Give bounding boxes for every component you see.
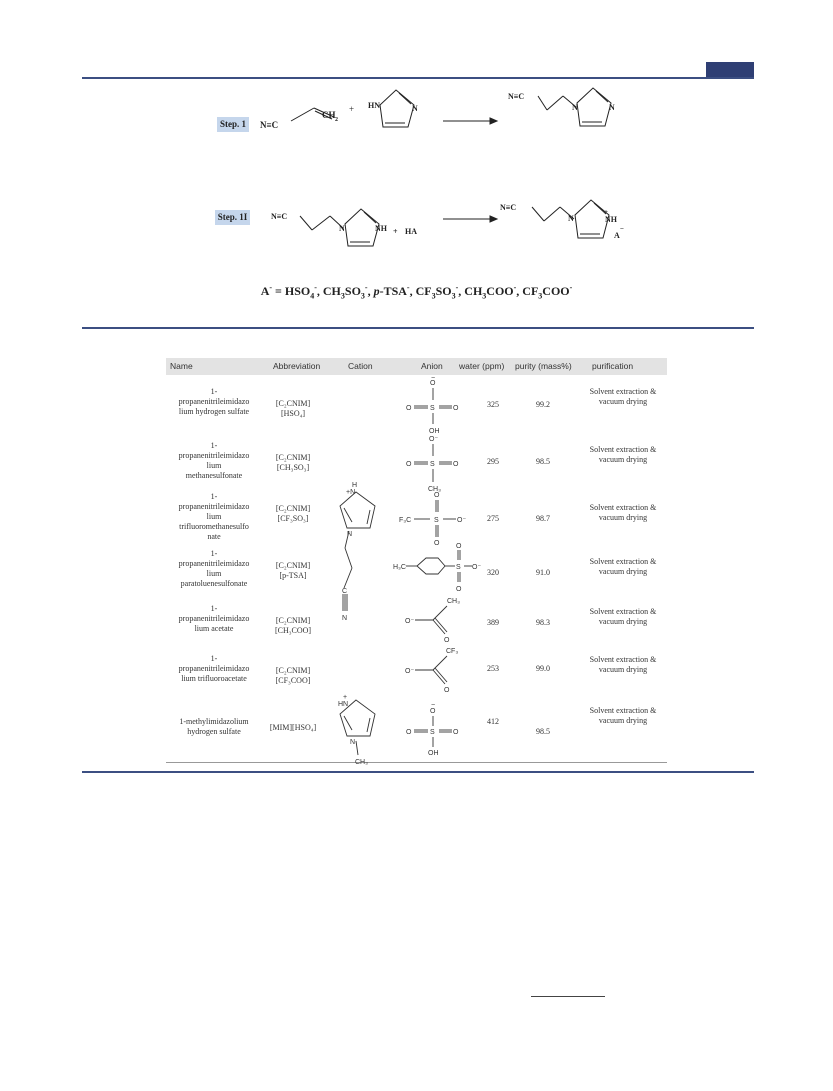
cell-name-line: 1- [210, 604, 218, 613]
anion-item: $CH_3SO_3^-$ [322, 283, 368, 301]
mol-label: O [456, 543, 462, 550]
cell-purity: 98.5 [536, 457, 550, 466]
cell-purification-line: Solvent extraction & [589, 655, 657, 664]
cell-abbreviation-line: [MIM][HSO₄] [269, 723, 317, 732]
mol-label: O⁻ [457, 517, 467, 524]
mol-label: O [406, 405, 412, 412]
cell-name-line: propanenitrileimidazo [178, 614, 250, 623]
acrylonitrile-nc-label: N≡C [260, 120, 279, 130]
cell-purification-line: Solvent extraction & [589, 607, 657, 616]
cell-purification-line: vacuum drying [598, 455, 648, 464]
anion-item: $CF_3SO_3^-$ [415, 283, 459, 301]
mol-label: O [453, 729, 459, 736]
cell-abbreviation-line: [C₂CNIM] [275, 504, 311, 513]
cell-name-line: lium [206, 512, 222, 521]
cell-purification-line: vacuum drying [598, 513, 648, 522]
anion-item: $HSO_4^-$ [284, 283, 317, 301]
cell-name-line: lium hydrogen sulfate [178, 407, 250, 416]
mol-label: H [352, 482, 358, 489]
salt-nc-label: N≡C [500, 203, 517, 212]
mol-label: S [430, 729, 435, 736]
product1-n1-label: N [572, 103, 578, 112]
step-1-label: Step. 1 [217, 117, 249, 132]
anion-item: $CH_3COO^-$ [464, 283, 517, 301]
header-water: water (ppm) [459, 361, 505, 371]
product1-n2-label: N [609, 103, 615, 112]
cell-abbreviation-line: [CF₃COO] [275, 676, 311, 685]
mol-label: F₃C [399, 517, 412, 524]
cell-name-line: trifluoromethanesulfo [179, 522, 249, 531]
salt-anion-label: A [614, 231, 620, 240]
cell-abbreviation-line: [CH₃SO₃] [276, 463, 310, 472]
mol-label: N [347, 531, 353, 538]
cell-name-line: 1-methylimidazolium [179, 717, 249, 726]
salt-n-label: N [568, 214, 574, 223]
cell-name-line: 1- [210, 441, 218, 450]
imidazole-hn-label: HN [368, 101, 380, 110]
cell-abbreviation-line: [C₂CNIM] [275, 399, 311, 408]
cell-name-line: nate [207, 532, 221, 541]
cell-name-line: lium acetate [194, 624, 234, 633]
anion-item: p-TSA- [373, 283, 410, 298]
cell-purity: 99.2 [536, 400, 550, 409]
cell-water: 389 [487, 618, 499, 627]
mol-label: CH₃ [428, 486, 441, 493]
cell-water: 253 [487, 664, 499, 673]
mol-label: O [444, 687, 450, 694]
mol-label: O [406, 461, 412, 468]
cell-purification-line: Solvent extraction & [589, 387, 657, 396]
cell-name-line: lium [206, 569, 222, 578]
mol-label: N [342, 615, 348, 622]
mol-label: O [453, 461, 459, 468]
acrylonitrile-ch2-subscript: 2 [335, 117, 338, 123]
cell-purification-line: vacuum drying [598, 665, 648, 674]
mol-label: O [430, 708, 436, 715]
mol-label: CH₃ [447, 598, 460, 605]
mol-label: − [431, 375, 436, 382]
cell-abbreviation-line: [C₂CNIM] [275, 453, 311, 462]
anion-list: $A^- = HSO_4^-$, $CH_3SO_3^-$, p-TSA-, $CF_3SO_3^-$, $CH_3COO^-$, $CF_3COO^-$ [260, 283, 573, 301]
cell-purification-line: Solvent extraction & [589, 445, 657, 454]
mol-label: O [456, 586, 462, 593]
mol-label: O⁻ [405, 668, 415, 675]
header-cation: Cation [348, 361, 373, 371]
cell-purification-line: vacuum drying [598, 716, 648, 725]
cell-water: 412 [487, 717, 499, 726]
salt-nh-label: NH [605, 215, 617, 224]
mol-label: O [453, 405, 459, 412]
cell-purification-line: vacuum drying [598, 567, 648, 576]
mol-label: O [444, 637, 450, 644]
imidazole-n-label: N [412, 104, 418, 113]
cell-name-line: propanenitrileimidazo [178, 451, 250, 460]
mol-label: O⁻ [405, 618, 415, 625]
acrylonitrile-ch2-label: CH [322, 110, 336, 120]
mol-label: +N [346, 489, 356, 496]
mol-label: S [434, 517, 439, 524]
mol-label: OH [429, 428, 440, 435]
mol-label: + [343, 694, 348, 701]
mol-label: N [350, 739, 356, 746]
header-anion: Anion [421, 361, 443, 371]
cell-abbreviation-line: [C₂CNIM] [275, 666, 311, 675]
cell-name-line: methanesulfonate [185, 471, 243, 480]
cell-purification-line: Solvent extraction & [589, 706, 657, 715]
step-2-label: Step. 1I [215, 210, 250, 225]
mol-label: − [431, 702, 436, 709]
mol-label: O [434, 492, 440, 499]
salt-plus-label: + [604, 208, 608, 216]
mol-label: CH₃ [355, 759, 368, 766]
cell-abbreviation-line: [p-TSA] [279, 571, 307, 580]
step2-nc-label: N≡C [271, 212, 288, 221]
mol-label: C [342, 588, 348, 595]
mol-label: O [406, 729, 412, 736]
mol-label: H₃C [393, 564, 406, 571]
cell-water: 275 [487, 514, 499, 523]
cell-water: 320 [487, 568, 499, 577]
cell-name-line: propanenitrileimidazo [178, 397, 250, 406]
mol-label: O⁻ [429, 436, 439, 443]
cell-name-line: lium [206, 461, 222, 470]
cell-purity: 91.0 [536, 568, 550, 577]
cell-water: 325 [487, 400, 499, 409]
cell-name-line: lium trifluoroacetate [181, 674, 247, 683]
footnote-rule [531, 996, 605, 997]
mol-label: O [434, 540, 440, 547]
mol-label: O [430, 380, 436, 387]
header-abbreviation: Abbreviation [273, 361, 321, 371]
cell-abbreviation-line: [HSO₄] [280, 409, 306, 418]
cell-purification-line: Solvent extraction & [589, 503, 657, 512]
cell-name-line: hydrogen sulfate [187, 727, 241, 736]
cell-name-line: propanenitrileimidazo [178, 502, 250, 511]
mol-label: OH [428, 750, 439, 757]
cell-abbreviation-line: [C₂CNIM] [275, 616, 311, 625]
cell-purity: 99.0 [536, 664, 550, 673]
mol-label: O⁻ [472, 564, 482, 571]
cell-purification-line: Solvent extraction & [589, 557, 657, 566]
cell-name-line: 1- [210, 549, 218, 558]
step2-n-label: N [339, 224, 345, 233]
cell-name-line: propanenitrileimidazo [178, 559, 250, 568]
mol-label: S [430, 461, 435, 468]
cell-name-line: paratoluenesulfonate [180, 579, 248, 588]
step2-ha-label: HA [405, 227, 417, 236]
anion-list-prefix: A [260, 284, 270, 298]
step2-nh-label: NH [375, 224, 387, 233]
cell-name-line: propanenitrileimidazo [178, 664, 250, 673]
cell-abbreviation-line: [CF₃SO₃] [277, 514, 309, 523]
mol-label: S [430, 405, 435, 412]
cell-purification-line: vacuum drying [598, 397, 648, 406]
anion-item: $CF_3COO^-$ [522, 283, 573, 301]
mol-label: HN [338, 701, 349, 708]
cell-name-line: 1- [210, 492, 218, 501]
cell-abbreviation-line: [CH₃COO] [274, 626, 312, 635]
product1-nc-label: N≡C [508, 92, 525, 101]
header-name: Name [170, 361, 193, 371]
step2-plus: + [393, 227, 398, 236]
cell-abbreviation-line: [C₂CNIM] [275, 561, 311, 570]
cell-purity: 98.3 [536, 618, 550, 627]
cell-name-line: 1- [210, 387, 218, 396]
cell-water: 295 [487, 457, 499, 466]
cell-purification-line: vacuum drying [598, 617, 648, 626]
cell-name-line: 1- [210, 654, 218, 663]
header-purification: purification [592, 361, 634, 371]
header-purity: purity (mass%) [515, 361, 572, 371]
cell-purity: 98.5 [536, 727, 550, 736]
mol-label: S [456, 564, 461, 571]
cell-purity: 98.7 [536, 514, 550, 523]
mol-label: CF₃ [446, 648, 459, 655]
salt-anion-charge: − [620, 225, 624, 233]
step1-plus: + [349, 104, 355, 114]
anion-list-equals: = [272, 284, 285, 298]
anion-list-prefix-charge: - [269, 283, 273, 292]
